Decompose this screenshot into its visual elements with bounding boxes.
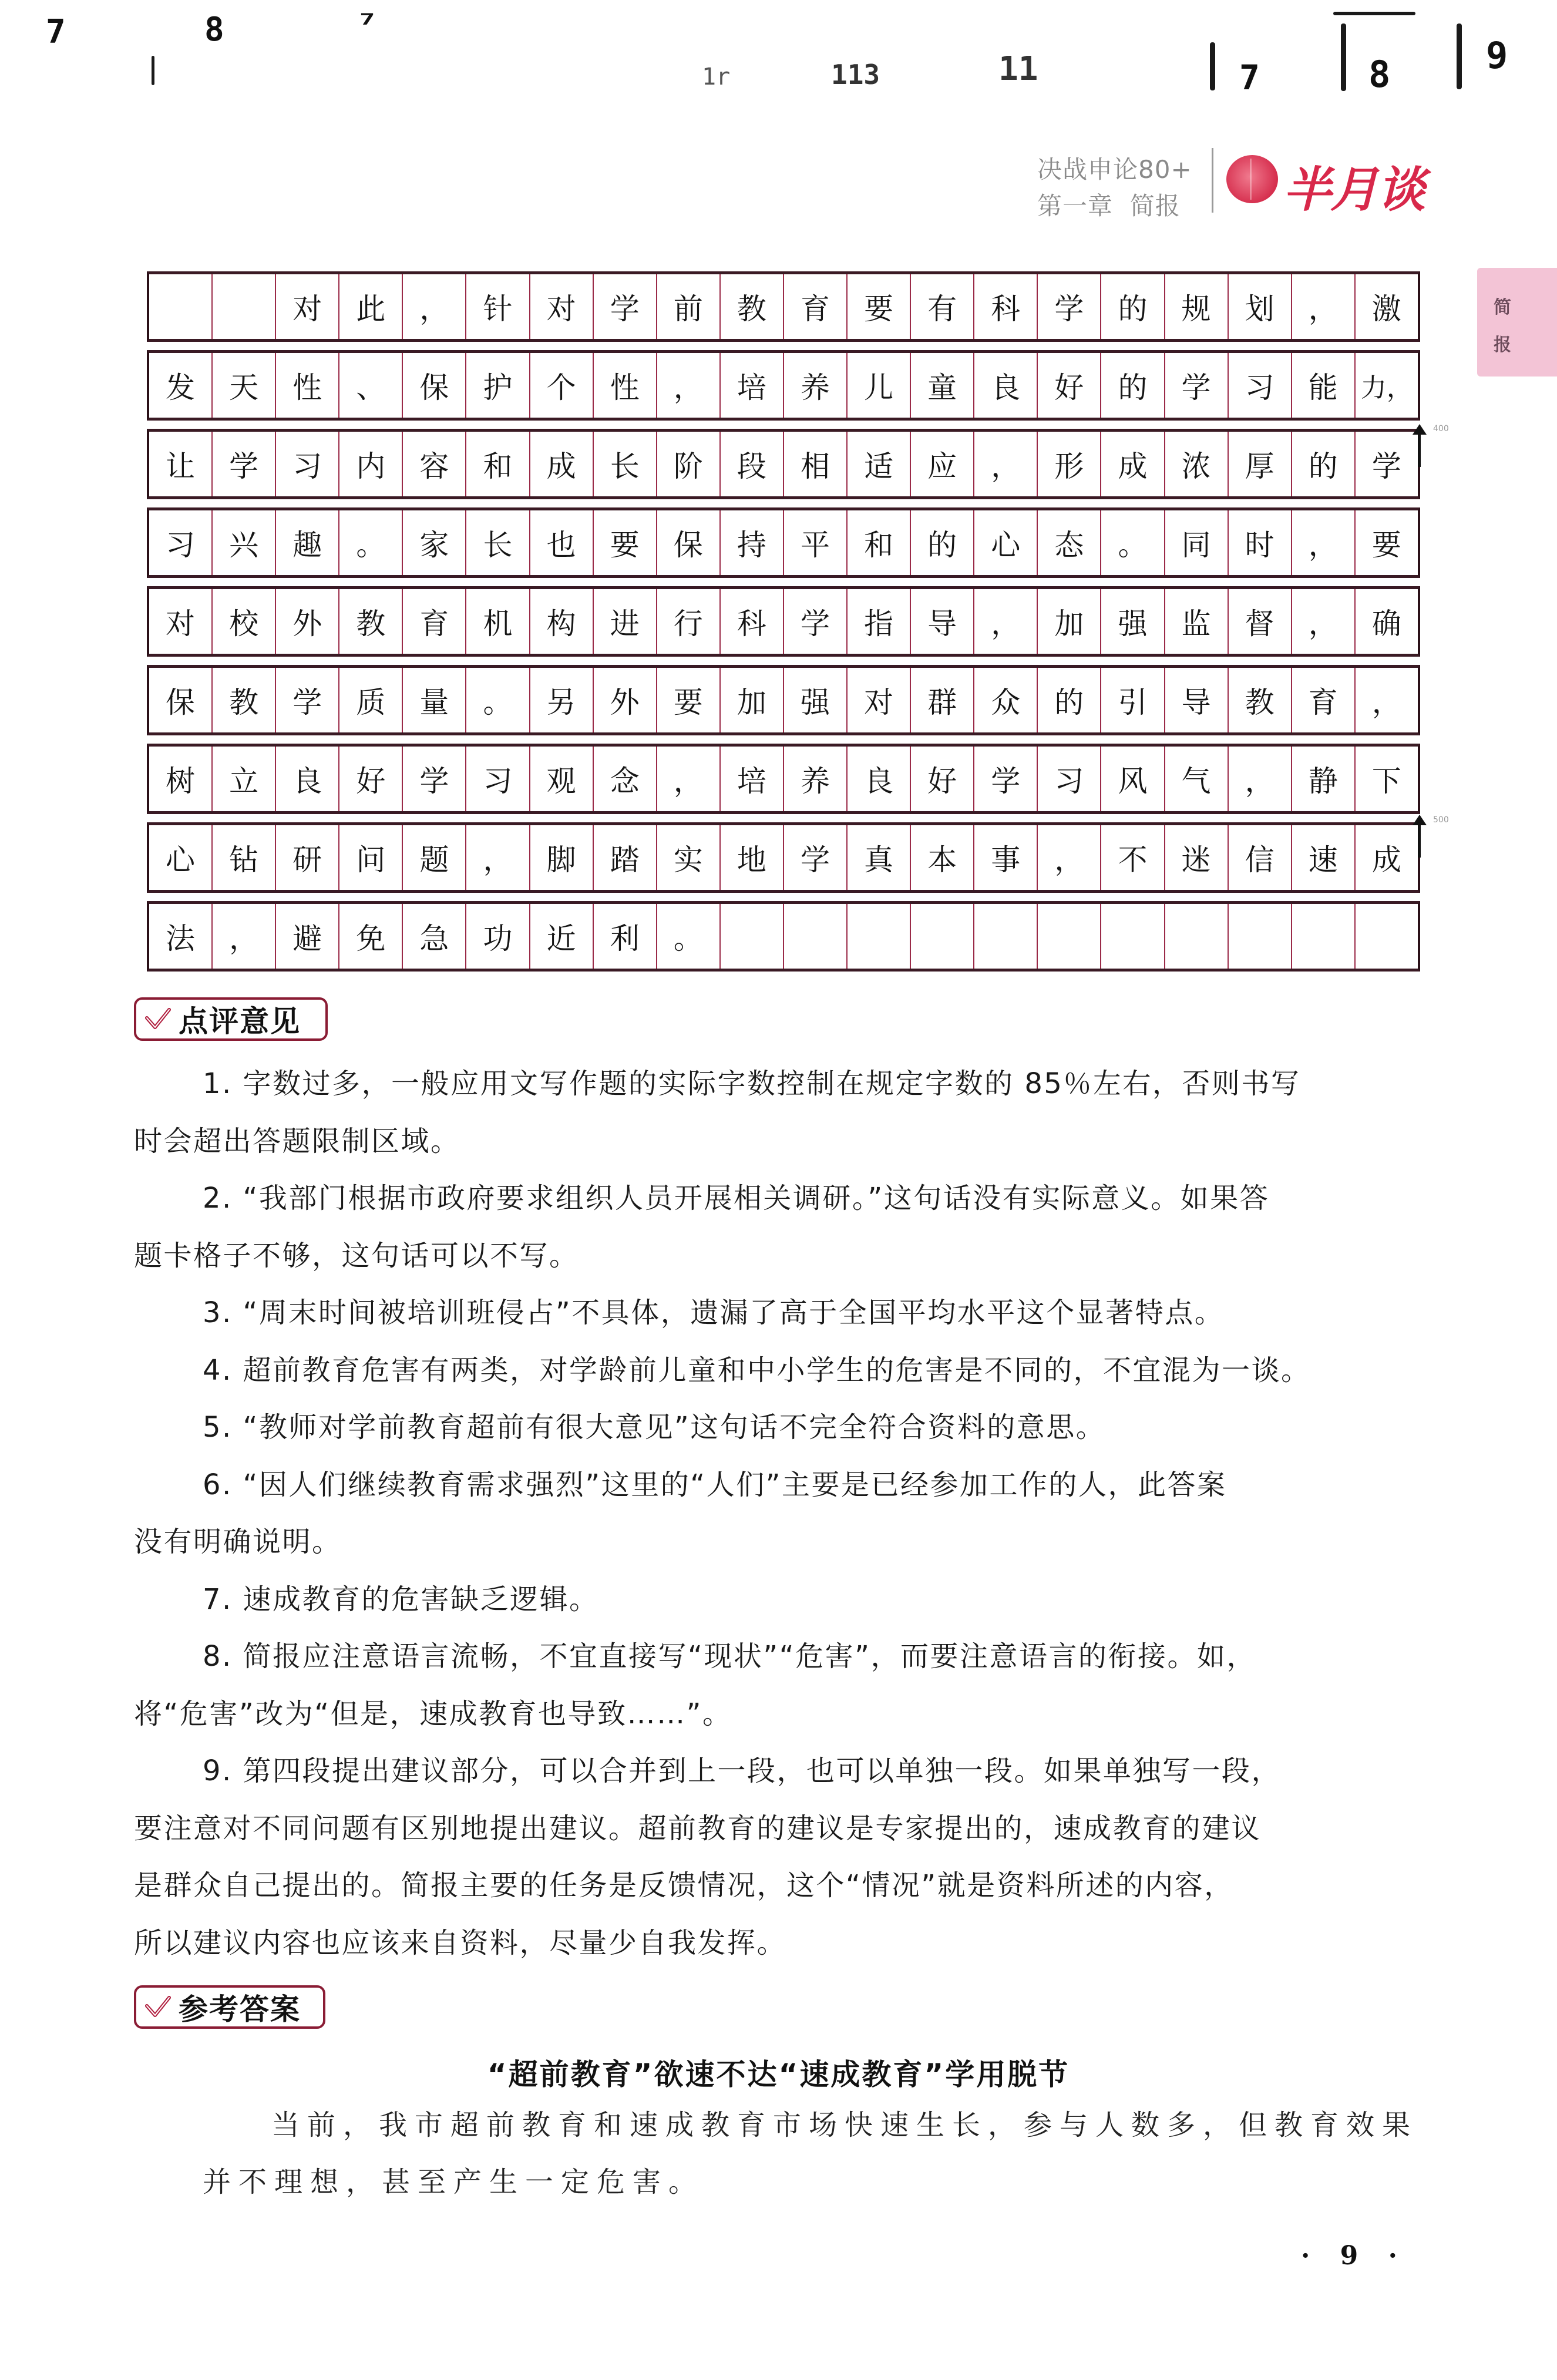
- grid-cell: 。: [1101, 510, 1165, 575]
- grid-cell: 要: [848, 274, 911, 339]
- page-number: · 9 ·: [1301, 2241, 1408, 2271]
- grid-cell: ，: [403, 274, 466, 339]
- grid-cell: 习: [1038, 747, 1101, 811]
- scan-artifact-bar: [1333, 12, 1415, 15]
- grid-cell: 质: [339, 668, 403, 732]
- grid-cell: 研: [276, 825, 339, 890]
- grid-cell: 此: [339, 274, 403, 339]
- comment-line: 题卡格子不够，这句话可以不写。: [134, 1239, 579, 1272]
- book-title: 决战申论80+: [1037, 155, 1192, 184]
- grid-cell: 平: [784, 510, 848, 575]
- grid-cell: 行: [657, 589, 721, 654]
- grid-row: [147, 350, 1420, 421]
- grid-cell: 众: [974, 668, 1038, 732]
- grid-cell: [1165, 904, 1229, 969]
- grid-cell: 厚: [1229, 432, 1292, 496]
- grid-cell: 、: [339, 353, 403, 418]
- grid-row: [147, 822, 1420, 893]
- grid-cell: 对: [848, 668, 911, 732]
- grid-cell: 育: [784, 274, 848, 339]
- answer-paragraph-line: 并不理想，甚至产生一定危害。: [203, 2166, 705, 2199]
- grid-cell: 发: [149, 353, 213, 418]
- grid-cell: 保: [149, 668, 213, 732]
- grid-cell: [1038, 904, 1101, 969]
- grid-cell: 养: [784, 353, 848, 418]
- grid-cell: 态: [1038, 510, 1101, 575]
- grid-cell: 童: [911, 353, 974, 418]
- scan-artifact-bar: [1210, 42, 1215, 90]
- comment-line: 4. 超前教育危害有两类，对学龄前儿童和中小学生的危害是不同的，不宜混为一谈。: [203, 1354, 1311, 1387]
- grid-cell: 下: [1371, 764, 1401, 798]
- chapter-side-tab: [1477, 268, 1557, 377]
- grid-cell: 气: [1165, 747, 1229, 811]
- grid-cell: 心: [974, 510, 1038, 575]
- grid-cell: 良: [974, 353, 1038, 418]
- grid-cell: 保: [403, 353, 466, 418]
- grid-cell: 确: [1371, 607, 1401, 641]
- grid-cell: 静: [1292, 747, 1356, 811]
- comment-line: 7. 速成教育的危害缺乏逻辑。: [203, 1583, 599, 1616]
- grid-cell: 法: [149, 904, 213, 969]
- grid-cell: 兴: [213, 510, 276, 575]
- grid-cell: 避: [276, 904, 339, 969]
- grid-cell: 强: [1101, 589, 1165, 654]
- grid-cell: 群: [911, 668, 974, 732]
- comment-line: 9. 第四段提出建议部分，可以合并到上一段，也可以单独一段。如果单独写一段，: [203, 1754, 1282, 1787]
- grid-cell: 校: [213, 589, 276, 654]
- grid-cell: 构: [530, 589, 594, 654]
- scan-artifact-bar: [1457, 23, 1462, 89]
- grid-cell: 激: [1371, 292, 1401, 326]
- grid-cell: 习: [466, 747, 530, 811]
- comment-line: 是群众自己提出的。简报主要的任务是反馈情况，这个“情况”就是资料所述的内容，: [134, 1869, 1234, 1902]
- grid-cell: 浓: [1165, 432, 1229, 496]
- grid-cell: [213, 274, 276, 339]
- header-divider: [1212, 148, 1213, 213]
- grid-cell: ，: [1371, 685, 1401, 720]
- logo-icon: [1226, 155, 1278, 203]
- grid-cell: 个: [530, 353, 594, 418]
- grid-cell: 好: [1038, 353, 1101, 418]
- side-tab-char: 报: [1494, 335, 1511, 355]
- grid-cell: 天: [213, 353, 276, 418]
- grid-cell: 长: [466, 510, 530, 575]
- grid-cell: ，: [213, 904, 276, 969]
- scan-artifact-digit: 7: [359, 11, 375, 29]
- grid-cell: 题: [403, 825, 466, 890]
- grid-cell: 钻: [213, 825, 276, 890]
- grid-cell: ，: [1038, 825, 1101, 890]
- grid-cell: 另: [530, 668, 594, 732]
- grid-row: [147, 271, 1420, 342]
- grid-cell: 教: [721, 274, 784, 339]
- grid-cell: 强: [784, 668, 848, 732]
- answer-heading: 参考答案: [179, 1992, 301, 2026]
- grid-cell: [848, 904, 911, 969]
- grid-cell: 成: [1371, 843, 1401, 877]
- grid-cell: [721, 904, 784, 969]
- grid-cell: 育: [1292, 668, 1356, 732]
- grid-cell: 踏: [594, 825, 657, 890]
- grid-cell: 规: [1165, 274, 1229, 339]
- grid-cell: 学: [213, 432, 276, 496]
- grid-cell: 风: [1101, 747, 1165, 811]
- grid-cell: ，: [1229, 747, 1292, 811]
- grid-cell: 事: [974, 825, 1038, 890]
- grid-cell: 前: [657, 274, 721, 339]
- scan-artifact-faint: 113: [831, 59, 880, 90]
- grid-cell: [1229, 904, 1292, 969]
- scan-artifact-faint: 11: [998, 50, 1038, 88]
- count-marker-label: 500: [1433, 815, 1449, 825]
- grid-cell: 学: [784, 825, 848, 890]
- grid-cell: 外: [276, 589, 339, 654]
- grid-cell: 针: [466, 274, 530, 339]
- grid-cell: 习: [149, 510, 213, 575]
- grid-cell: 和: [848, 510, 911, 575]
- grid-cell: 督: [1229, 589, 1292, 654]
- grid-cell: 容: [403, 432, 466, 496]
- grid-cell: 让: [149, 432, 213, 496]
- grid-cell: 脚: [530, 825, 594, 890]
- grid-cell: ，: [1292, 274, 1356, 339]
- grid-cell: 对: [276, 274, 339, 339]
- grid-cell: 力，: [1360, 373, 1413, 403]
- comment-line: 6. “因人们继续教育需求强烈”这里的“人们”主要是已经参加工作的人，此答案: [203, 1468, 1227, 1501]
- grid-cell: 速: [1292, 825, 1356, 890]
- grid-cell: 的: [911, 510, 974, 575]
- grid-cell: 时: [1229, 510, 1292, 575]
- grid-cell: [1292, 904, 1356, 969]
- count-marker-stem: [1418, 822, 1421, 858]
- grid-cell: 成: [530, 432, 594, 496]
- grid-cell: 教: [1229, 668, 1292, 732]
- comment-line: 要注意对不同问题有区别地提出建议。超前教育的建议是专家提出的，速成教育的建议: [134, 1812, 1262, 1845]
- grid-cell: 科: [974, 274, 1038, 339]
- grid-cell: 好: [911, 747, 974, 811]
- grid-cell: 段: [721, 432, 784, 496]
- grid-cell: 也: [530, 510, 594, 575]
- grid-cell: 地: [721, 825, 784, 890]
- grid-cell: 相: [784, 432, 848, 496]
- grid-cell: 儿: [848, 353, 911, 418]
- grid-cell: 加: [1038, 589, 1101, 654]
- grid-cell: 观: [530, 747, 594, 811]
- side-tab-char: 简: [1494, 297, 1511, 318]
- count-marker-arrow-icon: [1413, 815, 1427, 825]
- comment-line: 时会超出答题限制区域。: [134, 1125, 460, 1158]
- grid-cell: 教: [339, 589, 403, 654]
- grid-cell: 形: [1038, 432, 1101, 496]
- grid-cell: 适: [848, 432, 911, 496]
- comment-line: 将“危害”改为“但是，速成教育也导致……”。: [134, 1697, 732, 1730]
- scan-artifact-digit: 8: [204, 11, 224, 49]
- count-marker-stem: [1418, 432, 1421, 467]
- grid-cell: 的: [1101, 274, 1165, 339]
- grid-cell: 好: [339, 747, 403, 811]
- comment-line: 2. “我部门根据市政府要求组织人员开展相关调研。”这句话没有实际意义。如果答: [203, 1182, 1270, 1215]
- grid-cell: 心: [149, 825, 213, 890]
- grid-cell: 要: [657, 668, 721, 732]
- grid-cell: 念: [594, 747, 657, 811]
- comment-line: 所以建议内容也应该来自资料，尽量少自我发挥。: [134, 1927, 787, 1959]
- grid-cell: 对: [530, 274, 594, 339]
- grid-cell: 学: [1038, 274, 1101, 339]
- grid-cell: 教: [213, 668, 276, 732]
- grid-cell: 阶: [657, 432, 721, 496]
- comment-line: 1. 字数过多，一般应用文写作题的实际字数控制在规定字数的 85％左右，否则书写: [203, 1067, 1301, 1100]
- grid-cell: 良: [276, 747, 339, 811]
- grid-cell: 内: [339, 432, 403, 496]
- grid-cell: [974, 904, 1038, 969]
- grid-cell: 的: [1038, 668, 1101, 732]
- grid-cell: 趣: [276, 510, 339, 575]
- comment-line: 5. “教师对学前教育超前有很大意见”这句话不完全符合资料的意思。: [203, 1411, 1106, 1444]
- grid-cell: 学: [276, 668, 339, 732]
- grid-row: [147, 901, 1420, 972]
- comments-heading-badge: [134, 997, 328, 1041]
- grid-cell: 免: [339, 904, 403, 969]
- answer-paragraph-line: 当前，我市超前教育和速成教育市场快速生长，参与人数多，但教育效果: [271, 2109, 1418, 2142]
- grid-cell: 急: [403, 904, 466, 969]
- scan-artifact-bar: [152, 56, 154, 85]
- grid-cell: 导: [1165, 668, 1229, 732]
- grid-cell: 养: [784, 747, 848, 811]
- grid-cell: 同: [1165, 510, 1229, 575]
- check-icon: [143, 1994, 173, 2020]
- grid-cell: 保: [657, 510, 721, 575]
- grid-cell: 树: [149, 747, 213, 811]
- grid-cell: 。: [339, 510, 403, 575]
- grid-cell: 习: [276, 432, 339, 496]
- grid-cell: 习: [1229, 353, 1292, 418]
- grid-cell: 问: [339, 825, 403, 890]
- grid-cell: 学: [784, 589, 848, 654]
- grid-cell: 性: [594, 353, 657, 418]
- grid-cell: ，: [974, 589, 1038, 654]
- grid-cell: 家: [403, 510, 466, 575]
- grid-cell: [1101, 904, 1165, 969]
- grid-cell: 利: [594, 904, 657, 969]
- grid-cell: 和: [466, 432, 530, 496]
- chapter-label: 第一章 简报: [1037, 191, 1181, 220]
- grid-cell: 外: [594, 668, 657, 732]
- answer-heading-badge: [134, 1985, 325, 2029]
- grid-cell: 对: [149, 589, 213, 654]
- grid-cell: 加: [721, 668, 784, 732]
- grid-cell: ，: [466, 825, 530, 890]
- grid-cell: 引: [1101, 668, 1165, 732]
- grid-cell: 培: [721, 353, 784, 418]
- grid-cell: 良: [848, 747, 911, 811]
- grid-cell: [911, 904, 974, 969]
- grid-cell: 。: [466, 668, 530, 732]
- grid-cell: 实: [657, 825, 721, 890]
- grid-cell: 指: [848, 589, 911, 654]
- grid-cell: 迷: [1165, 825, 1229, 890]
- grid-cell: 长: [594, 432, 657, 496]
- grid-cell: 导: [911, 589, 974, 654]
- grid-row: [147, 429, 1420, 499]
- count-marker-label: 400: [1433, 424, 1449, 433]
- grid-row: [147, 507, 1420, 578]
- grid-cell: 性: [276, 353, 339, 418]
- grid-cell: 立: [213, 747, 276, 811]
- grid-cell: 信: [1229, 825, 1292, 890]
- grid-cell: 学: [1165, 353, 1229, 418]
- grid-cell: 监: [1165, 589, 1229, 654]
- grid-cell: [1356, 904, 1418, 969]
- grid-cell: 学: [1371, 449, 1401, 483]
- check-icon: [143, 1006, 173, 1032]
- answer-title: “超前教育”欲速不达“速成教育”学用脱节: [487, 2058, 1070, 2092]
- grid-row: [147, 744, 1420, 814]
- grid-cell: 培: [721, 747, 784, 811]
- grid-cell: 的: [1292, 432, 1356, 496]
- grid-cell: 进: [594, 589, 657, 654]
- grid-cell: 本: [911, 825, 974, 890]
- grid-cell: 成: [1101, 432, 1165, 496]
- grid-cell: 科: [721, 589, 784, 654]
- comment-line: 没有明确说明。: [134, 1525, 342, 1558]
- grid-cell: 有: [911, 274, 974, 339]
- grid-cell: 护: [466, 353, 530, 418]
- grid-cell: [784, 904, 848, 969]
- comment-line: 3. “周末时间被培训班侵占”不具体，遗漏了高于全国平均水平这个显著特点。: [203, 1296, 1225, 1329]
- grid-cell: 学: [594, 274, 657, 339]
- scan-artifact-digit: 8: [1368, 53, 1391, 96]
- grid-cell: 机: [466, 589, 530, 654]
- grid-row: [147, 586, 1420, 657]
- grid-cell: ，: [657, 353, 721, 418]
- grid-cell: 持: [721, 510, 784, 575]
- grid-row: [147, 665, 1420, 735]
- grid-cell: 真: [848, 825, 911, 890]
- scan-artifact-digit: 7: [46, 13, 66, 51]
- comment-line: 8. 简报应注意语言流畅，不宜直接写“现状”“危害”，而要注意语言的衔接。如，: [203, 1640, 1257, 1673]
- scan-artifact-digit: 7: [1239, 58, 1260, 98]
- grid-cell: 应: [911, 432, 974, 496]
- grid-cell: ，: [1292, 510, 1356, 575]
- grid-cell: 的: [1101, 353, 1165, 418]
- grid-cell: 学: [974, 747, 1038, 811]
- grid-cell: 要: [594, 510, 657, 575]
- comments-heading: 点评意见: [179, 1004, 301, 1038]
- grid-cell: ，: [1292, 589, 1356, 654]
- grid-cell: ，: [974, 432, 1038, 496]
- scan-artifact-faint: 1r: [702, 63, 731, 90]
- grid-cell: 学: [403, 747, 466, 811]
- grid-cell: ，: [657, 747, 721, 811]
- grid-cell: 功: [466, 904, 530, 969]
- grid-cell: 量: [403, 668, 466, 732]
- scan-artifact-bar: [1341, 23, 1346, 91]
- grid-cell: 育: [403, 589, 466, 654]
- grid-cell: 近: [530, 904, 594, 969]
- grid-cell: 。: [657, 904, 721, 969]
- grid-cell: 不: [1101, 825, 1165, 890]
- grid-cell: [149, 274, 213, 339]
- grid-cell: 要: [1371, 528, 1401, 562]
- logo-text: 半月谈: [1283, 162, 1424, 218]
- count-marker-arrow-icon: [1413, 424, 1427, 435]
- scan-artifact-digit: 9: [1486, 34, 1508, 77]
- grid-cell: 划: [1229, 274, 1292, 339]
- grid-cell: 能: [1292, 353, 1356, 418]
